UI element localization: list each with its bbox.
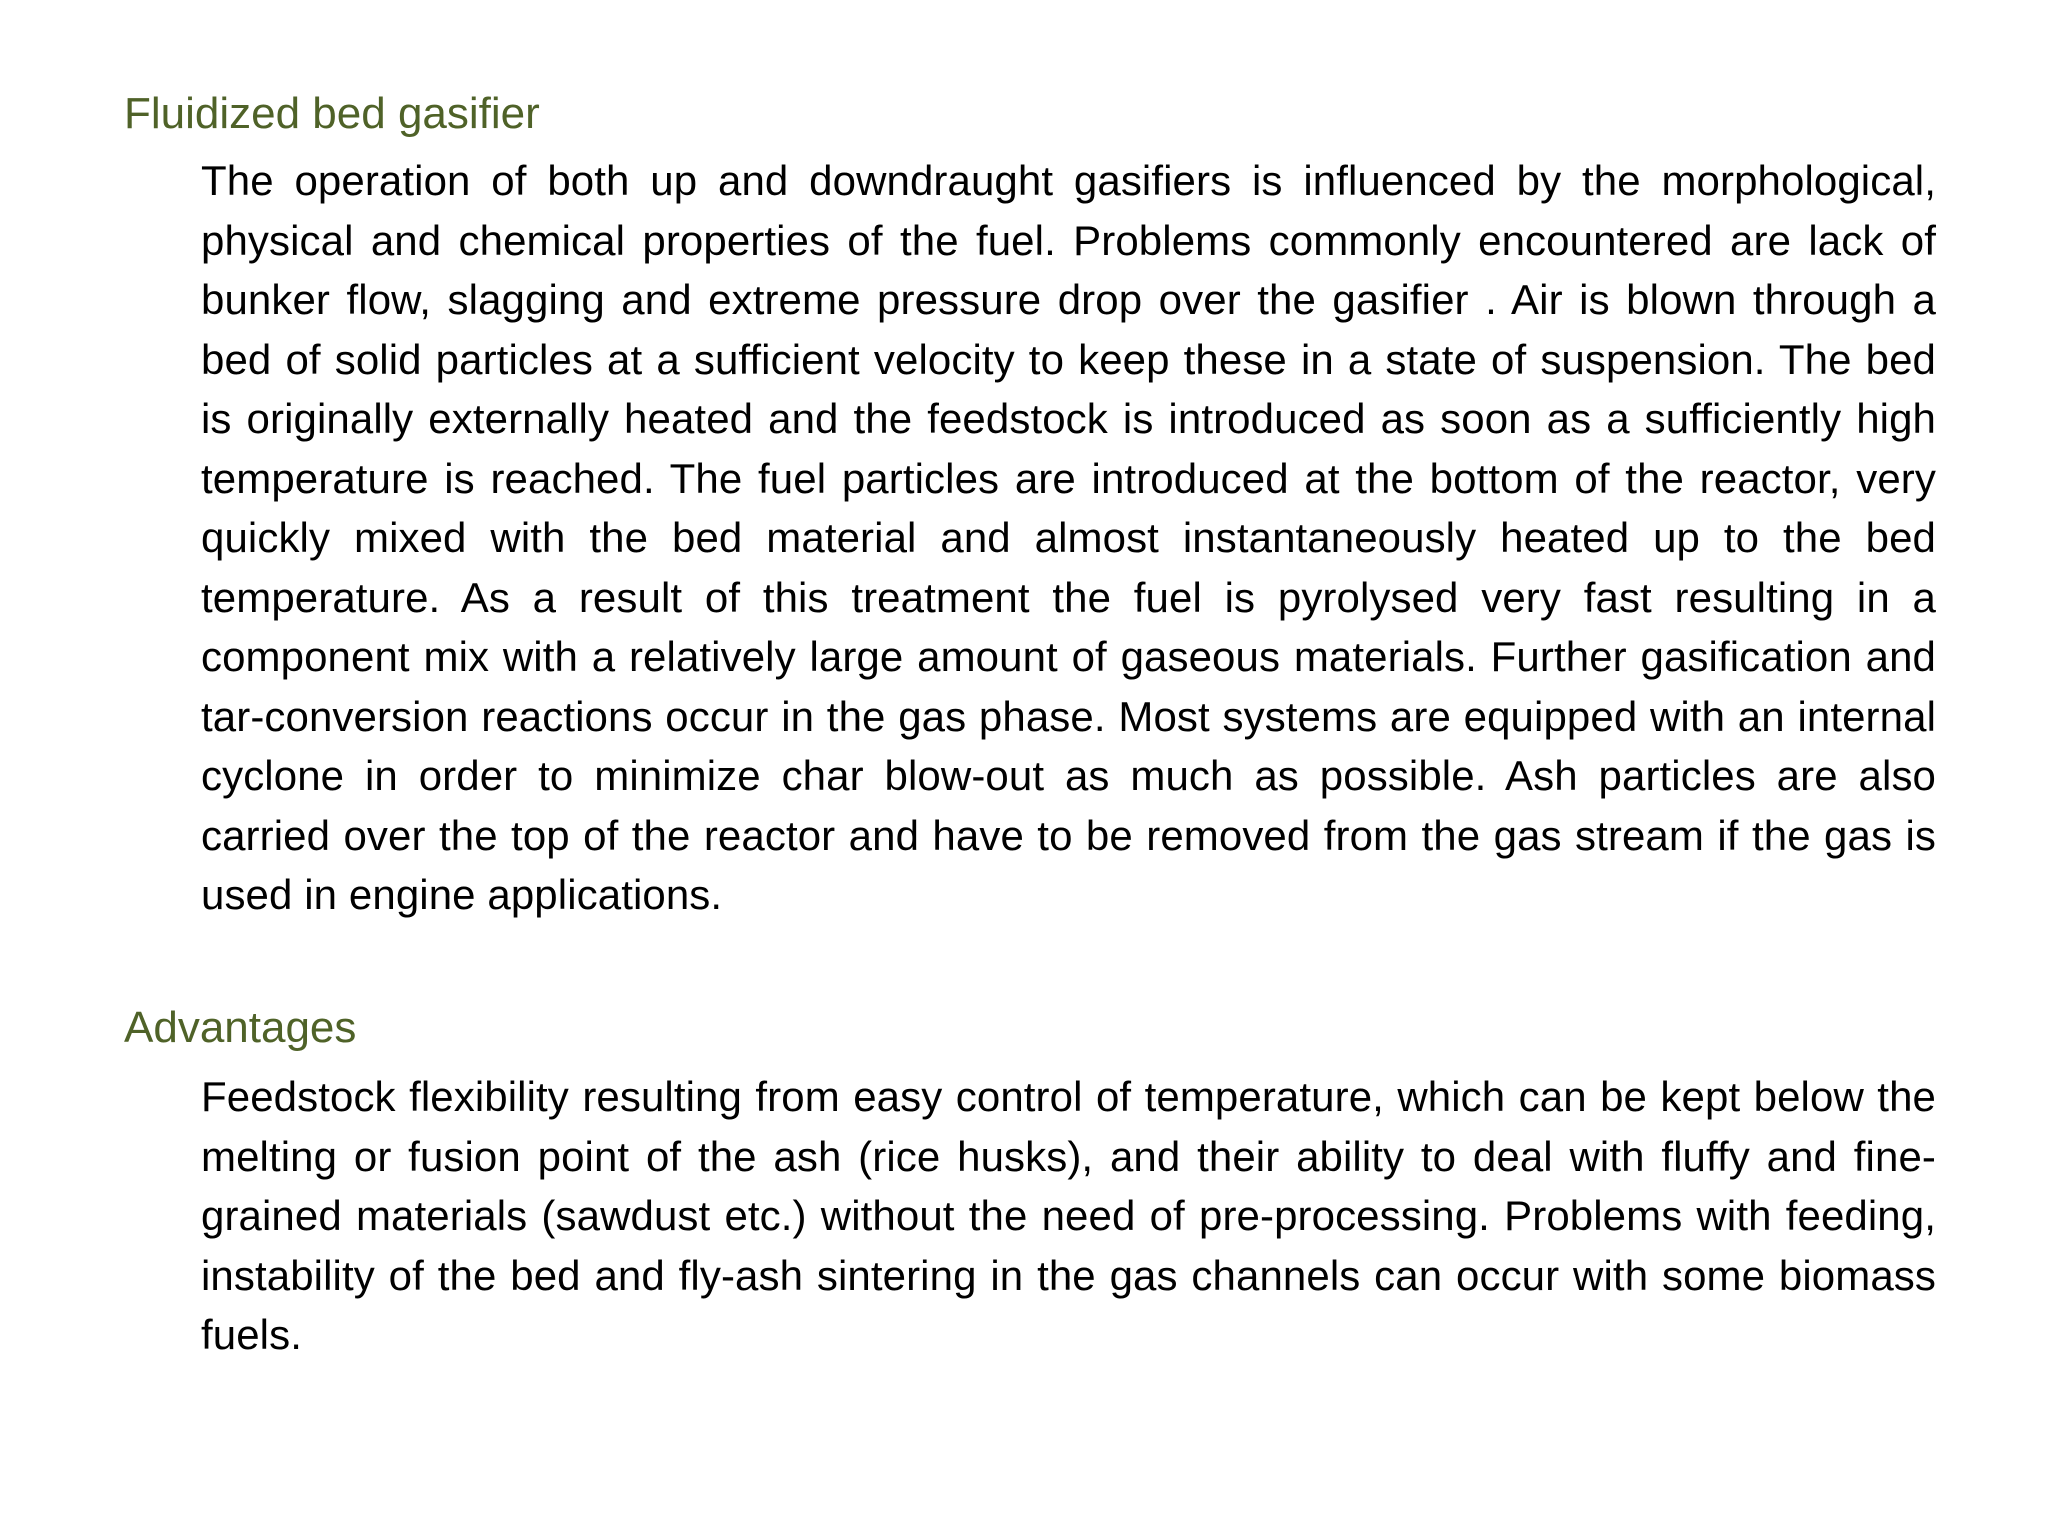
section-advantages [124,1000,1936,1365]
section-paragraph: Feedstock flexibility resulting from easy control of temperature, which can be kept below the melting or fusion point of the ash (rice husks), and their ability to deal with fluffy and fine-grained materials (sawdust etc.) without the need of pre-processing. Problems with feeding, instability of the bed and fly-ash sintering in the gas channels can occur with some biomass fuels. [201,1073,1936,1358]
section-heading: Advantages [124,1003,357,1052]
section-paragraph: The operation of both up and downdraught gasifiers is influenced by the morphological, physical and chemical properties of the fuel. Problems commonly encountered are lack of bunker flow, slagging and extreme pressure drop over the gasifier . Air is blown through a bed of solid particles at a sufficient velocity to keep these in a state of suspension. The bed is originally externally heated and the feedstock is introduced as soon as a sufficiently high temperature is reached. The fuel particles are introduced at the bottom of the reactor, very quickly mixed with the bed material and almost instantaneously heated up to the bed temperature. As a result of this treatment the fuel is pyrolysed very fast resulting in a component mix with a relatively large amount of gaseous materials. Further gasification and tar-conversion reactions occur in the gas phase. Most systems are equipped with an internal cyclone in order to minimize char blow-out as much as possible. Ash particles are also carried over the top of the reactor and have to be removed from the gas stream if the gas is used in engine applications. [201,157,1936,918]
section-heading: Fluidized bed gasifier [124,89,540,138]
section-fluidized-bed-gasifier [124,86,1936,925]
